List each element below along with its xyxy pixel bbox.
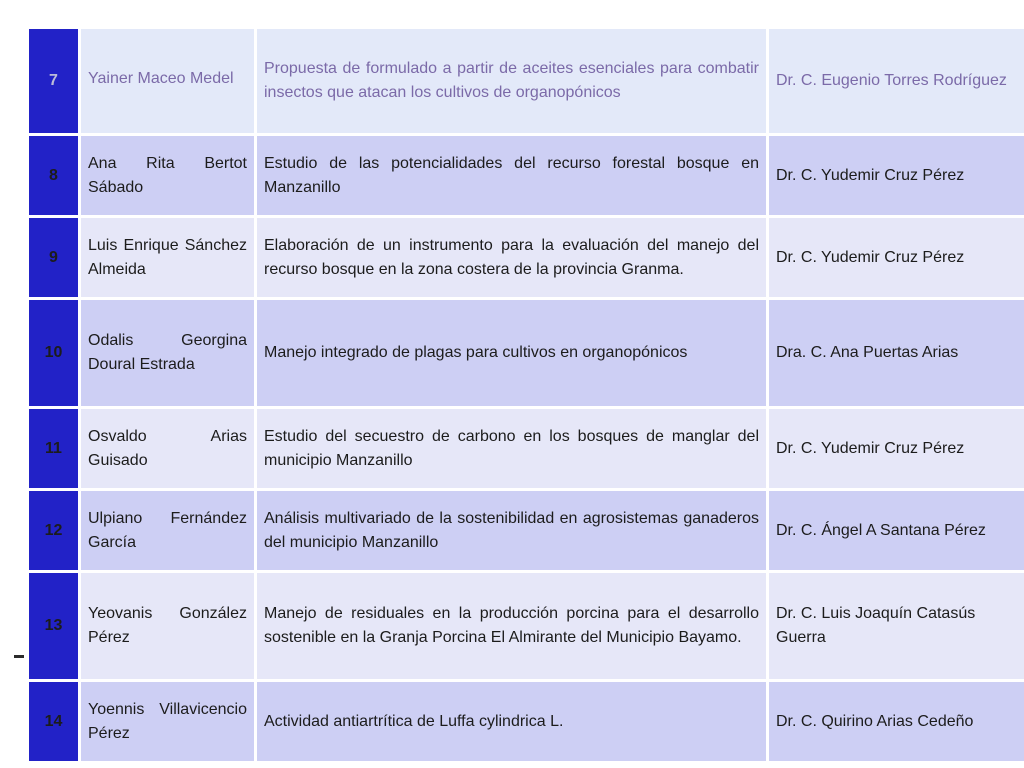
student-name: Odalis Georgina Doural Estrada <box>80 299 256 408</box>
table-row <box>28 135 1024 217</box>
tutor-name: Dr. C. Eugenio Torres Rodríguez <box>768 28 1024 135</box>
tutor-name: Dr. C. Quirino Arias Cedeño <box>768 681 1024 763</box>
thesis-title: Estudio de las potencialidades del recurso forestal bosque en Manzanillo <box>256 135 768 217</box>
student-name: Yeovanis González Pérez <box>80 572 256 681</box>
thesis-title: Manejo integrado de plagas para cultivos en organopónicos <box>256 299 768 408</box>
tutor-name: Dr. C. Yudemir Cruz Pérez <box>768 408 1024 490</box>
table-row <box>28 408 1024 490</box>
table-row <box>28 490 1024 572</box>
dash-mark <box>14 655 24 658</box>
tutor-name: Dr. C. Luis Joaquín Catasús Guerra <box>768 572 1024 681</box>
table-row <box>28 28 1024 135</box>
thesis-title: Actividad antiartrítica de Luffa cylindrica L. <box>256 681 768 763</box>
row-number: 14 <box>28 681 80 763</box>
table-row <box>28 572 1024 681</box>
tutor-name: Dr. C. Yudemir Cruz Pérez <box>768 217 1024 299</box>
tutor-name: Dr. C. Yudemir Cruz Pérez <box>768 135 1024 217</box>
table-row <box>28 217 1024 299</box>
row-number: 13 <box>28 572 80 681</box>
thesis-title: Propuesta de formulado a partir de aceites esenciales para combatir insectos que atacan los cultivos de organopónicos <box>256 28 768 135</box>
student-name: Luis Enrique Sánchez Almeida <box>80 217 256 299</box>
thesis-title: Manejo de residuales en la producción porcina para el desarrollo sostenible en la Granja Porcina El Almirante del Municipio Bayamo. <box>256 572 768 681</box>
tutor-name: Dr. C. Ángel A Santana Pérez <box>768 490 1024 572</box>
row-number: 11 <box>28 408 80 490</box>
thesis-table <box>26 26 1024 764</box>
row-number: 9 <box>28 217 80 299</box>
student-name: Ana Rita Bertot Sábado <box>80 135 256 217</box>
student-name: Ulpiano Fernández García <box>80 490 256 572</box>
row-number: 12 <box>28 490 80 572</box>
student-name: Yoennis Villavicencio Pérez <box>80 681 256 763</box>
table-row <box>28 681 1024 763</box>
row-number: 10 <box>28 299 80 408</box>
student-name: Yainer Maceo Medel <box>80 28 256 135</box>
row-number: 8 <box>28 135 80 217</box>
thesis-title: Elaboración de un instrumento para la evaluación del manejo del recurso bosque en la zona costera de la provincia Granma. <box>256 217 768 299</box>
tutor-name: Dra. C. Ana Puertas Arias <box>768 299 1024 408</box>
row-number: 7 <box>28 28 80 135</box>
student-name: Osvaldo Arias Guisado <box>80 408 256 490</box>
table-row <box>28 299 1024 408</box>
thesis-title: Estudio del secuestro de carbono en los bosques de manglar del municipio Manzanillo <box>256 408 768 490</box>
thesis-title: Análisis multivariado de la sostenibilidad en agrosistemas ganaderos del municipio Manzanillo <box>256 490 768 572</box>
